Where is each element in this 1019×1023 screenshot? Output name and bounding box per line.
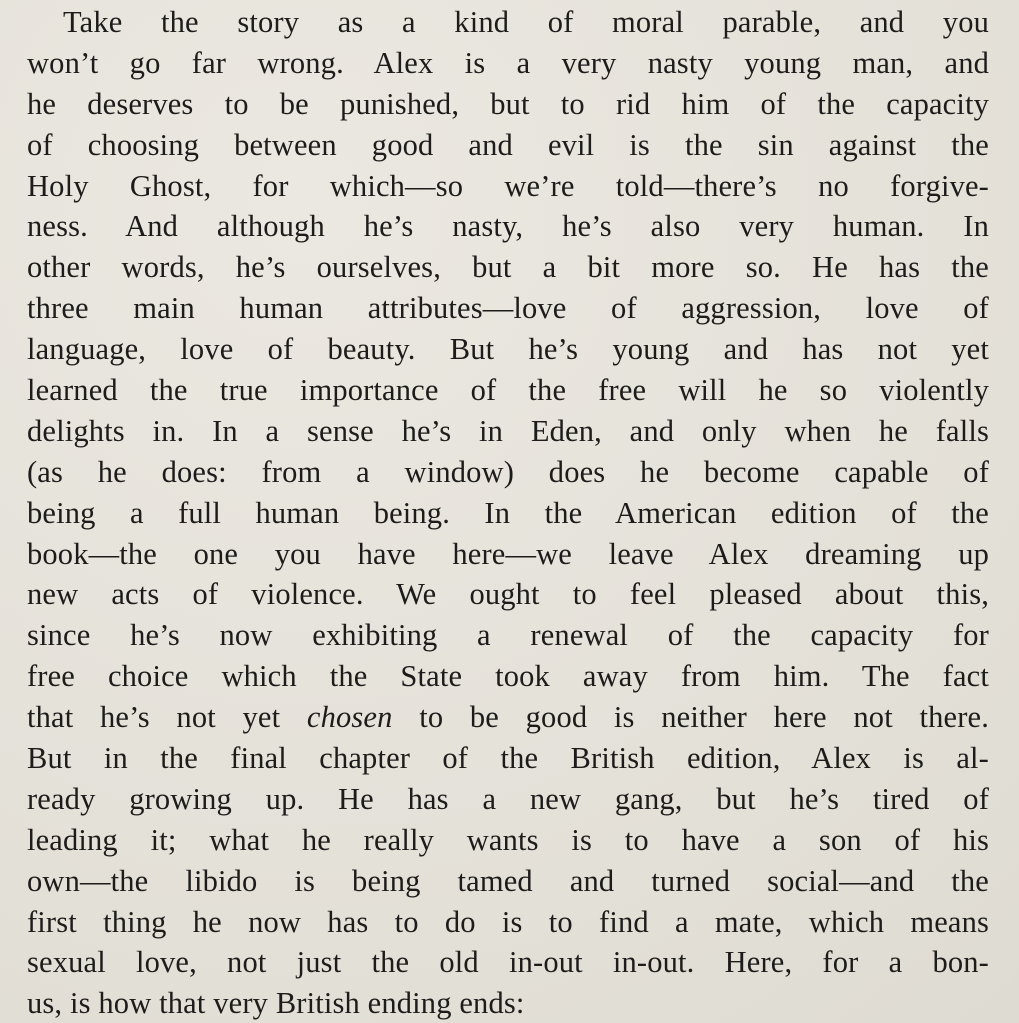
text-line: won’t go far wrong. Alex is a very nasty young man, and: [27, 45, 989, 80]
text-line: Holy Ghost, for which—so we’re told—there’s no forgive-: [27, 168, 989, 203]
text-line: leading it; what he really wants is to have a son of his: [27, 822, 989, 857]
text-line-with-emphasis: [27, 697, 989, 738]
text-line: own—the libido is being tamed and turned social—and the: [27, 863, 989, 898]
text-line: But in the final chapter of the British edition, Alex is al-: [27, 741, 989, 776]
body-text: [27, 2, 989, 1023]
text-line: learned the true importance of the free will he so violently: [27, 373, 989, 408]
text-line: sexual love, not just the old in-out in-out. Here, for a bon-: [27, 945, 989, 980]
text-segment: that he’s not yet: [27, 700, 307, 735]
text-line: since he’s now exhibiting a renewal of the capacity for: [27, 618, 989, 653]
text-line: free choice which the State took away from him. The fact: [27, 659, 989, 694]
text-line: new acts of violence. We ought to feel pleased about this,: [27, 577, 989, 612]
text-line: delights in. In a sense he’s in Eden, and only when he falls: [27, 413, 989, 448]
text-line: language, love of beauty. But he’s young and has not yet: [27, 332, 989, 367]
text-line: first thing he now has to do is to find a mate, which means: [27, 904, 989, 939]
text-line: book—the one you have here—we leave Alex dreaming up: [27, 536, 989, 571]
text-segment: to be good is neither here not there.: [392, 700, 989, 735]
text-line: being a full human being. In the American edition of the: [27, 495, 989, 530]
text-line: ready growing up. He has a new gang, but he’s tired of: [27, 781, 989, 816]
text-line: he deserves to be punished, but to rid him of the capacity: [27, 86, 989, 121]
text-line: us, is how that very British ending ends:: [27, 986, 525, 1021]
text-line: other words, he’s ourselves, but a bit more so. He has the: [27, 250, 989, 285]
text-line: three main human attributes—love of aggression, love of: [27, 291, 989, 326]
text-line: of choosing between good and evil is the sin against the: [27, 127, 989, 162]
text-line: ness. And although he’s nasty, he’s also very human. In: [27, 209, 989, 244]
emphasized-word: chosen: [306, 700, 393, 735]
text-line: Take the story as a kind of moral parable, and you: [63, 5, 989, 39]
text-line: (as he does: from a window) does he become capable of: [27, 454, 989, 489]
